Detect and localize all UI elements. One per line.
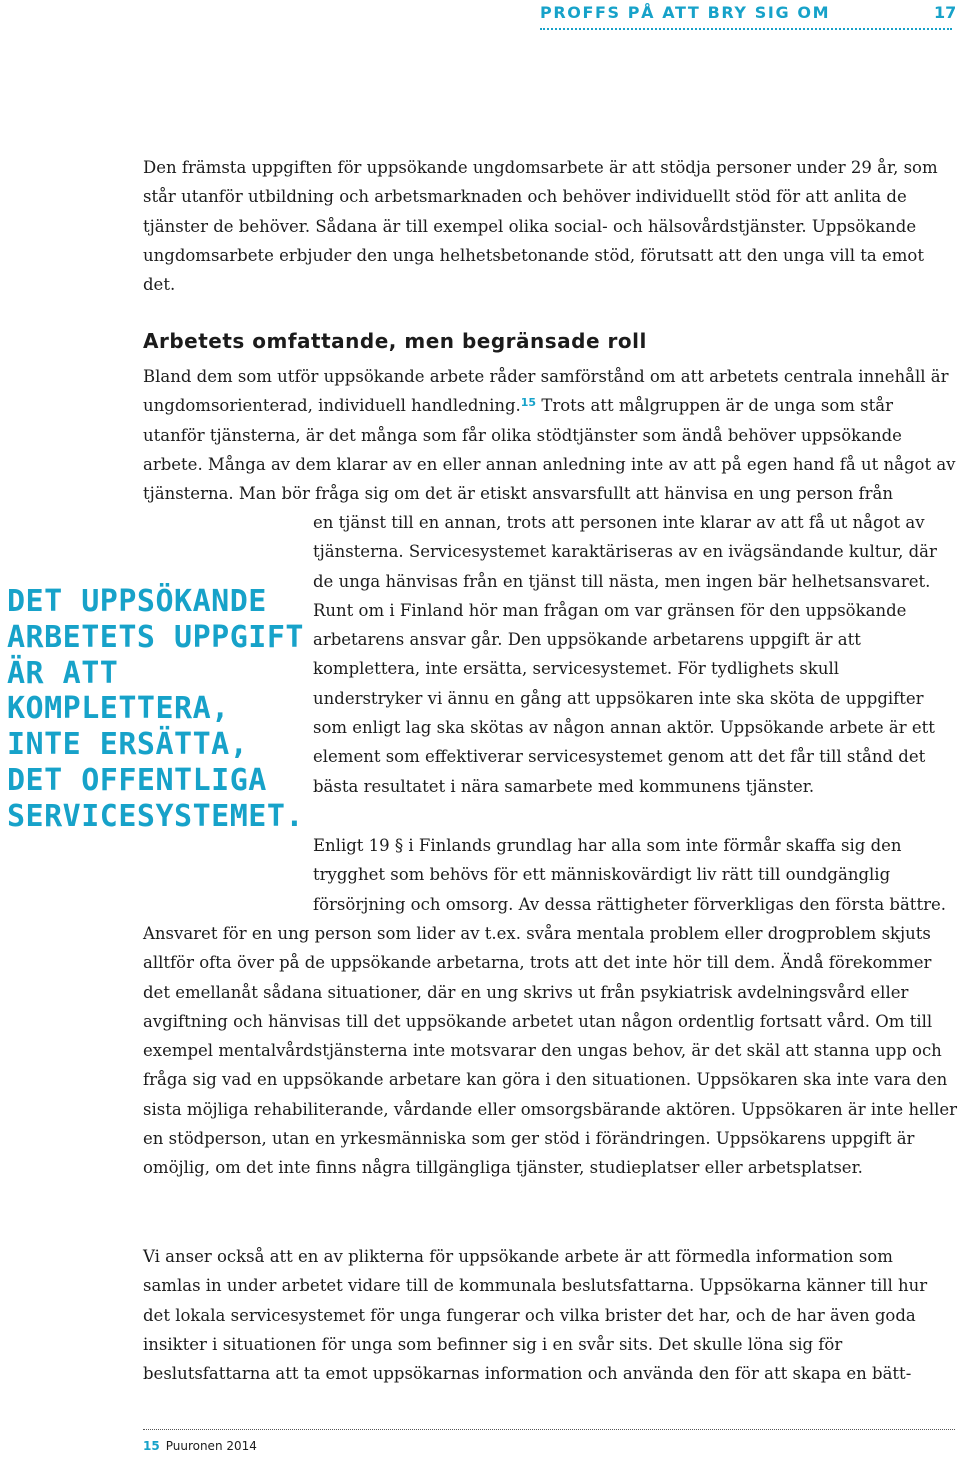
intro-paragraph: Den främsta uppgiften för uppsökande ungdomsarbete är att stödja personer under 29 år, som står utanför utbildning och arbetsmarknaden och behöver individuellt stöd för att anlita de tjänster de behöver. Sådana är till exempel olika social- och hälsovårdstjänster. Uppsökande ungdomsarbete erbjuder den unga helhetsbetonande stöd, förutsatt att den unga vill ta emot det.: [143, 158, 938, 295]
page-number: 17: [934, 3, 957, 22]
footnote-number: 15: [143, 1439, 160, 1453]
footnote-reference: 15: [520, 396, 537, 410]
section-paragraph-text-after: Trots att målgruppen är de unga som står utanför tjänsterna, är det många som får olika stödtjänster som ändå behöver uppsökande arbete. Många av dem klarar av en eller annan anledning inte av att på egen hand få ut något av tjänsterna. Man bör fråga sig om det är etiskt ansvarsfullt att hänvisa en ung person från: [143, 396, 956, 504]
footnote-text: Puuronen 2014: [165, 1439, 257, 1453]
rights-paragraph-indented: Enligt 19 § i Finlands grundlag har alla som inte förmår skaffa sig den trygghet som behövs för ett människovärdigt liv rätt till oundgänglig försörjning och omsorg. Av dessa rättigheter förverkligas den första bättre.: [313, 836, 946, 914]
section-paragraph-continuation: en tjänst till en annan, trots att personen inte klarar av att få ut något av tjänsterna. Servicesystemet karaktäriseras av en ivägsändande kultur, där de unga hänvisas från en tjänst till nästa, men ingen bär helhetsansvaret. Runt om i Finland hör man frågan om var gränsen för den uppsökande arbetarens ansvar går. Den uppsökande arbetarens uppgift är att komplettera, inte ersätta, servicesystemet. För tydlighets skull understryker vi ännu en gång att uppsökaren inte ska sköta de uppgifter som enligt lag ska skötas av någon annan aktör. Uppsökande arbete är ett element som effektiverar servicesystemet genom att det får till stånd det bästa resultatet i nära samarbete med kommunens tjänster.: [313, 513, 937, 796]
footnote-divider: [143, 1429, 955, 1430]
footnote: [143, 1439, 257, 1453]
section-paragraph-text-before: Bland dem som utför uppsökande arbete råder samförstånd om att arbetets centrala innehåll är ungdomsorienterad, individuell handledning.: [143, 367, 949, 416]
pull-quote: DET UPPSÖKANDE ARBETETS UPPGIFT ÄR ATT KOMPLETTERA, INTE ERSÄTTA, DET OFFENTLIGA SERVICESYSTEMET.: [7, 584, 304, 834]
section-paragraph: [143, 362, 958, 508]
running-header-title: PROFFS PÅ ATT BRY SIG OM: [540, 3, 831, 22]
closing-paragraph: Vi anser också att en av plikterna för uppsökande arbete är att förmedla information som samlas in under arbetet vidare till de kommunala beslutsfattarna. Uppsökarna känner till hur det lokala servicesystemet för unga fungerar och vilka brister det har, och de har även goda insikter i situationen för unga som befinner sig i en svår sits. Det skulle löna sig för beslutsfattarna att ta emot uppsökarnas information och använda den för att skapa en bätt-: [143, 1247, 928, 1384]
rights-paragraph-continuation: Ansvaret för en ung person som lider av t.ex. svåra mentala problem eller drogproblem skjuts alltför ofta över på de uppsökande arbetarna, trots att det inte hör till dem. Ändå förekommer det emellanåt sådana situationer, där en ung skrivs ut från psykiatrisk avdelningsvård eller avgiftning och hänvisas till det uppsökande arbetet utan någon ordentlig fortsatt vård. Om till exempel mentalvårdstjänsterna inte motsvarar den ungas behov, är det skäl att stanna upp och fråga sig vad en uppsökande arbetare kan göra i den situationen. Uppsökaren ska inte vara den sista möjliga rehabiliterande, vårdande eller omsorgsbärande aktören. Uppsökaren är inte heller en stödperson, utan en yrkesmänniska som ger stöd i förändringen. Uppsökarens uppgift är omöjlig, om det inte finns några tillgängliga tjänster, studieplatser eller arbetsplatser.: [143, 924, 958, 1178]
section-heading: Arbetets omfattande, men begränsade roll: [143, 329, 647, 353]
header-divider: [540, 28, 952, 30]
